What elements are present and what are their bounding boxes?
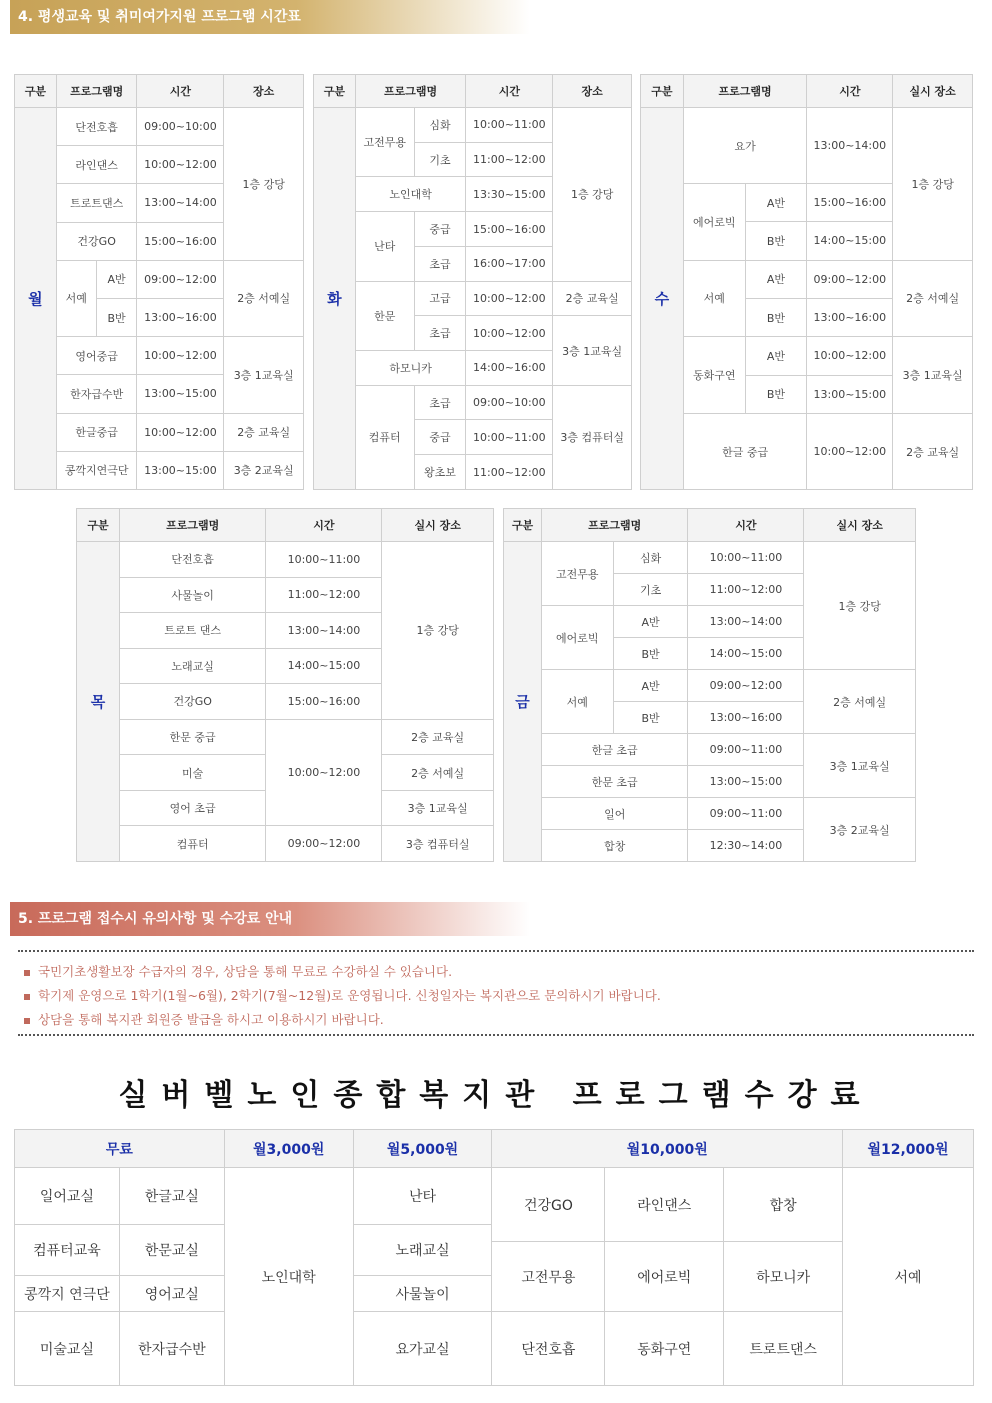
fee-program: 컴퓨터교육 xyxy=(15,1225,120,1276)
program-time: 11:00~12:00 xyxy=(466,142,553,177)
notice-item xyxy=(18,1008,974,1032)
program-class: A반 xyxy=(613,606,688,638)
notice-box xyxy=(18,950,974,1036)
program-name: 요가 xyxy=(683,108,807,184)
program-time: 10:00~11:00 xyxy=(266,542,382,578)
day-label: 화 xyxy=(314,108,356,490)
program-time: 09:00~11:00 xyxy=(688,734,804,766)
program-time: 13:00~15:00 xyxy=(688,766,804,798)
header-time: 시간 xyxy=(807,75,893,108)
program-name: 에어로빅 xyxy=(683,184,745,261)
fee-header-free: 무료 xyxy=(15,1130,225,1168)
program-time: 10:00~12:00 xyxy=(137,146,224,184)
program-class: B반 xyxy=(96,298,137,336)
program-class: 심화 xyxy=(414,108,466,143)
fee-program: 한문교실 xyxy=(119,1225,224,1276)
header-program: 프로그램명 xyxy=(56,75,137,108)
section-4-title: 4. 평생교육 및 취미여가지원 프로그램 시간표 xyxy=(18,9,301,25)
program-place: 3층 2교육실 xyxy=(224,451,304,489)
program-time: 13:00~14:00 xyxy=(266,613,382,649)
fee-program: 단전호흡 xyxy=(492,1312,605,1386)
program-time: 15:00~16:00 xyxy=(266,684,382,720)
square-bullet-icon xyxy=(24,970,30,976)
program-class: 중급 xyxy=(414,420,466,455)
program-name: 한문 초급 xyxy=(541,766,688,798)
program-name: 영어중급 xyxy=(56,337,137,375)
fee-header-3000: 월3,000원 xyxy=(224,1130,353,1168)
program-class: B반 xyxy=(745,375,807,413)
day-label: 월 xyxy=(15,108,57,490)
fee-program: 고전무용 xyxy=(492,1242,605,1312)
program-name: 서예 xyxy=(56,260,96,336)
header-actual-place: 실시 장소 xyxy=(804,509,916,542)
program-name: 한문 중급 xyxy=(119,719,266,755)
program-class: B반 xyxy=(745,222,807,260)
program-time: 13:00~14:00 xyxy=(807,108,893,184)
program-time: 15:00~16:00 xyxy=(137,222,224,260)
header-time: 시간 xyxy=(266,509,382,542)
program-name: 한글 초급 xyxy=(541,734,688,766)
program-time: 13:00~16:00 xyxy=(688,702,804,734)
program-class: 중급 xyxy=(414,212,466,247)
program-time: 14:00~16:00 xyxy=(466,351,553,386)
program-name: 콩깍지연극단 xyxy=(56,451,137,489)
timetable-monday xyxy=(14,74,304,490)
program-name: 트로트 댄스 xyxy=(119,613,266,649)
header-program: 프로그램명 xyxy=(355,75,466,108)
program-time: 15:00~16:00 xyxy=(807,184,893,222)
fee-table xyxy=(14,1129,974,1386)
program-class: 고급 xyxy=(414,281,466,316)
program-time: 13:00~15:00 xyxy=(137,375,224,413)
program-time: 09:00~12:00 xyxy=(266,826,382,862)
program-place: 3층 컴퓨터실 xyxy=(382,826,494,862)
program-place: 3층 1교육실 xyxy=(224,337,304,413)
program-time: 13:00~16:00 xyxy=(807,298,893,336)
notice-text: 국민기초생활보장 수급자의 경우, 상담을 통해 무료로 수강하실 수 있습니다. xyxy=(38,964,453,979)
header-category: 구분 xyxy=(504,509,542,542)
header-actual-place: 실시 장소 xyxy=(893,75,973,108)
program-time: 09:00~12:00 xyxy=(137,260,224,298)
fee-header-5000: 월5,000원 xyxy=(353,1130,492,1168)
program-time: 10:00~12:00 xyxy=(137,337,224,375)
program-name: 노인대학 xyxy=(355,177,466,212)
section-5-header xyxy=(10,902,530,936)
program-time: 10:00~12:00 xyxy=(137,413,224,451)
header-program: 프로그램명 xyxy=(541,509,688,542)
program-time: 10:00~12:00 xyxy=(466,281,553,316)
fee-program: 서예 xyxy=(843,1168,974,1386)
header-actual-place: 실시 장소 xyxy=(382,509,494,542)
program-class: A반 xyxy=(96,260,137,298)
program-class: A반 xyxy=(745,260,807,298)
program-name: 사물놀이 xyxy=(119,577,266,613)
program-time: 13:00~16:00 xyxy=(137,298,224,336)
program-name: 단전호흡 xyxy=(119,542,266,578)
fee-program: 에어로빅 xyxy=(605,1242,724,1312)
program-name: 건강GO xyxy=(56,222,137,260)
fee-program: 하모니카 xyxy=(724,1242,843,1312)
program-class: 기초 xyxy=(414,142,466,177)
notice-text: 학기제 운영으로 1학기(1월~6월), 2학기(7월~12월)로 운영됩니다. 신청일자는 복지관으로 문의하시기 바랍니다. xyxy=(38,988,661,1003)
program-time: 10:00~11:00 xyxy=(688,542,804,574)
program-place: 3층 2교육실 xyxy=(804,798,916,862)
timetable-thursday xyxy=(76,508,494,862)
program-name: 트로트댄스 xyxy=(56,184,137,222)
program-name: 라인댄스 xyxy=(56,146,137,184)
program-class: 초급 xyxy=(414,316,466,351)
program-name: 난타 xyxy=(355,212,414,281)
notice-item xyxy=(18,960,974,984)
program-place: 2층 교육실 xyxy=(893,414,973,490)
program-place: 2층 서예실 xyxy=(804,670,916,734)
program-time: 13:00~14:00 xyxy=(688,606,804,638)
program-time: 10:00~12:00 xyxy=(266,719,382,826)
header-time: 시간 xyxy=(137,75,224,108)
program-name: 컴퓨터 xyxy=(119,826,266,862)
program-place: 1층 강당 xyxy=(804,542,916,670)
program-name: 한글중급 xyxy=(56,413,137,451)
square-bullet-icon xyxy=(24,1018,30,1024)
notice-item xyxy=(18,984,974,1008)
program-place: 1층 강당 xyxy=(553,108,632,282)
program-class: B반 xyxy=(745,298,807,336)
fee-program: 일어교실 xyxy=(15,1168,120,1225)
timetable-tuesday xyxy=(313,74,632,490)
program-name: 고전무용 xyxy=(355,108,414,177)
program-place: 2층 교육실 xyxy=(224,413,304,451)
program-place: 3층 1교육실 xyxy=(893,337,973,414)
header-category: 구분 xyxy=(314,75,356,108)
fee-program: 난타 xyxy=(353,1168,492,1225)
program-name: 컴퓨터 xyxy=(355,385,414,489)
program-time: 11:00~12:00 xyxy=(466,455,553,490)
program-name: 서예 xyxy=(683,260,745,337)
program-name: 일어 xyxy=(541,798,688,830)
program-place: 2층 교육실 xyxy=(553,281,632,316)
program-place: 3층 1교육실 xyxy=(382,790,494,826)
program-class: A반 xyxy=(745,184,807,222)
notice-text: 상담을 통해 복지관 회원증 발급을 하시고 이용하시기 바랍니다. xyxy=(38,1012,384,1027)
program-name: 서예 xyxy=(541,670,613,734)
header-time: 시간 xyxy=(688,509,804,542)
program-place: 1층 강당 xyxy=(224,108,304,261)
fee-program: 합창 xyxy=(724,1168,843,1242)
program-time: 09:00~10:00 xyxy=(466,385,553,420)
program-class: 초급 xyxy=(414,385,466,420)
header-category: 구분 xyxy=(641,75,684,108)
program-time: 13:00~15:00 xyxy=(807,375,893,413)
fee-program: 노래교실 xyxy=(353,1225,492,1276)
fee-table-title: 실버벨노인종합복지관 프로그램수강료 xyxy=(118,1078,874,1113)
fee-program: 미술교실 xyxy=(15,1312,120,1386)
program-time: 10:00~11:00 xyxy=(466,420,553,455)
program-time: 12:30~14:00 xyxy=(688,830,804,862)
program-class: 기초 xyxy=(613,574,688,606)
program-place: 2층 서예실 xyxy=(893,260,973,337)
program-name: 단전호흡 xyxy=(56,108,137,146)
timetable-friday xyxy=(503,508,916,862)
program-place: 2층 서예실 xyxy=(224,260,304,336)
section-5-title: 5. 프로그램 접수시 유의사항 및 수강료 안내 xyxy=(18,911,293,927)
program-name: 동화구연 xyxy=(683,337,745,414)
program-time: 13:00~15:00 xyxy=(137,451,224,489)
header-time: 시간 xyxy=(466,75,553,108)
timetable-wednesday xyxy=(640,74,973,490)
fee-program: 한글교실 xyxy=(119,1168,224,1225)
fee-program: 콩깍지 연극단 xyxy=(15,1276,120,1312)
fee-program: 노인대학 xyxy=(224,1168,353,1386)
program-place: 3층 1교육실 xyxy=(553,316,632,385)
header-place: 장소 xyxy=(553,75,632,108)
fee-header-10000: 월10,000원 xyxy=(492,1130,843,1168)
fee-program: 요가교실 xyxy=(353,1312,492,1386)
program-class: B반 xyxy=(613,702,688,734)
program-name: 한글 중급 xyxy=(683,414,807,490)
fee-program: 라인댄스 xyxy=(605,1168,724,1242)
program-class: B반 xyxy=(613,638,688,670)
program-place: 3층 1교육실 xyxy=(804,734,916,798)
program-time: 14:00~15:00 xyxy=(266,648,382,684)
program-time: 10:00~12:00 xyxy=(807,414,893,490)
day-label: 금 xyxy=(504,542,542,862)
program-time: 16:00~17:00 xyxy=(466,246,553,281)
program-class: 심화 xyxy=(613,542,688,574)
program-time: 10:00~12:00 xyxy=(466,316,553,351)
program-time: 11:00~12:00 xyxy=(266,577,382,613)
program-place: 2층 교육실 xyxy=(382,719,494,755)
program-name: 미술 xyxy=(119,755,266,791)
program-class: A반 xyxy=(613,670,688,702)
program-class: 초급 xyxy=(414,246,466,281)
fee-program: 건강GO xyxy=(492,1168,605,1242)
program-place: 3층 컴퓨터실 xyxy=(553,385,632,489)
program-class: A반 xyxy=(745,337,807,375)
program-place: 1층 강당 xyxy=(893,108,973,261)
program-name: 노래교실 xyxy=(119,648,266,684)
program-name: 합창 xyxy=(541,830,688,862)
program-time: 10:00~11:00 xyxy=(466,108,553,143)
program-place: 1층 강당 xyxy=(382,542,494,720)
program-time: 13:00~14:00 xyxy=(137,184,224,222)
program-time: 09:00~10:00 xyxy=(137,108,224,146)
header-place: 장소 xyxy=(224,75,304,108)
section-4-header xyxy=(10,0,530,34)
fee-program: 한자급수반 xyxy=(119,1312,224,1386)
header-program: 프로그램명 xyxy=(119,509,266,542)
program-time: 11:00~12:00 xyxy=(688,574,804,606)
program-place: 2층 서예실 xyxy=(382,755,494,791)
header-category: 구분 xyxy=(15,75,57,108)
header-category: 구분 xyxy=(77,509,120,542)
program-name: 영어 초급 xyxy=(119,790,266,826)
square-bullet-icon xyxy=(24,994,30,1000)
program-name: 에어로빅 xyxy=(541,606,613,670)
program-time: 09:00~11:00 xyxy=(688,798,804,830)
program-class: 왕초보 xyxy=(414,455,466,490)
fee-program: 사물놀이 xyxy=(353,1276,492,1312)
program-name: 고전무용 xyxy=(541,542,613,606)
header-program: 프로그램명 xyxy=(683,75,807,108)
day-label: 목 xyxy=(77,542,120,862)
program-time: 10:00~12:00 xyxy=(807,337,893,375)
day-label: 수 xyxy=(641,108,684,490)
program-name: 건강GO xyxy=(119,684,266,720)
fee-program: 동화구연 xyxy=(605,1312,724,1386)
program-time: 14:00~15:00 xyxy=(807,222,893,260)
program-name: 한자급수반 xyxy=(56,375,137,413)
fee-header-12000: 월12,000원 xyxy=(843,1130,974,1168)
fee-program: 트로트댄스 xyxy=(724,1312,843,1386)
program-name: 하모니카 xyxy=(355,351,466,386)
program-time: 09:00~12:00 xyxy=(688,670,804,702)
program-time: 09:00~12:00 xyxy=(807,260,893,298)
program-time: 15:00~16:00 xyxy=(466,212,553,247)
program-name: 한문 xyxy=(355,281,414,350)
program-time: 14:00~15:00 xyxy=(688,638,804,670)
program-time: 13:30~15:00 xyxy=(466,177,553,212)
fee-program: 영어교실 xyxy=(119,1276,224,1312)
